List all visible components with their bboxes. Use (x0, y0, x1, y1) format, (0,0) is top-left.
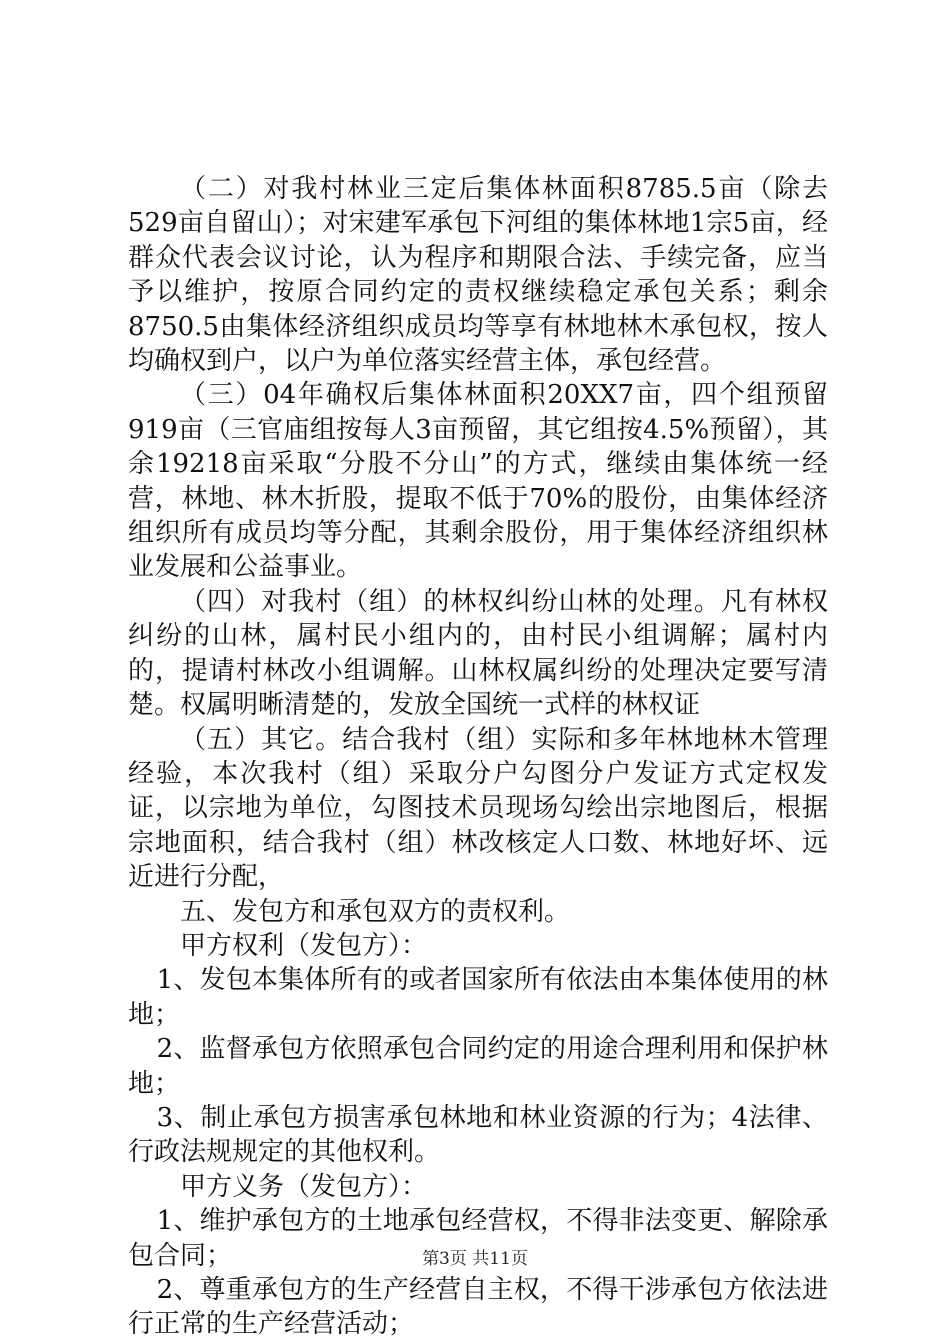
document-body (128, 172, 828, 1342)
party-a-right-1: 1、发包本集体所有的或者国家所有依法由本集体使用的林地； (128, 965, 828, 1030)
paragraph-section-3: （三）04年确权后集体林面积20XX7亩，四个组预留919亩（三官庙组按每人3亩预留，其它组按4.5%预留），其余19218亩采取“分股不分山”的方式，继续由集体统一经营，林地、林木折股，提取不低于70%的股份，由集体经济组织所有成员均等分配，其剩余股份，用于集体经济组织林业发展和公益事业。 (128, 380, 828, 583)
heading-party-a-obligations: 甲方义务（发包方）： (180, 1171, 428, 1202)
paragraph-section-2: （二）对我村林业三定后集体林面积8785.5亩（除去529亩自留山）；对宋建军承包下河组的集体林地1宗5亩，经群众代表会议讨论，认为程序和期限合法、手续完备，应当予以维护，按原合同约定的责权继续稳定承包关系；剩余8750.5由集体经济组织成员均等享有林地林木承包权，按人均确权到户，以户为单位落实经营主体，承包经营。 (128, 174, 828, 377)
party-a-right-3: 3、制止承包方损害承包林地和林业资源的行为；4法律、行政法规规定的其他权利。 (128, 1102, 828, 1168)
heading-party-a-rights: 甲方权利（发包方）： (180, 930, 428, 961)
paragraph-section-4: （四）对我村（组）的林权纠纷山林的处理。凡有林权纠纷的山林，属村民小组内的，由村民小组调解；属村内的，提请村林改小组调解。山林权属纠纷的处理决定要写清楚。权属明晰清楚的，发放全国统一式样的林权证 (128, 586, 828, 721)
party-a-obligation-2: 2、尊重承包方的生产经营自主权，不得干涉承包方依法进行正常的生产经营活动； (128, 1275, 828, 1340)
party-a-right-2: 2、监督承包方依照承包合同约定的用途合理利用和保护林地； (128, 1034, 828, 1099)
page-footer: 第3页 共11页 (422, 1249, 528, 1269)
heading-responsibilities: 五、发包方和承包双方的责权利。 (180, 896, 571, 927)
paragraph-section-5: （五）其它。结合我村（组）实际和多年林地林木管理经验，本次我村（组）采取分户勾图分户发证方式定权发证，以宗地为单位，勾图技术员现场勾绘出宗地图后，根据宗地面积，结合我村（组）林改核定人口数、林地好坏、远近进行分配， (128, 724, 828, 893)
party-a-obligation-1: 1、维护承包方的土地承包经营权，不得非法变更、解除承包合同； (128, 1206, 828, 1271)
